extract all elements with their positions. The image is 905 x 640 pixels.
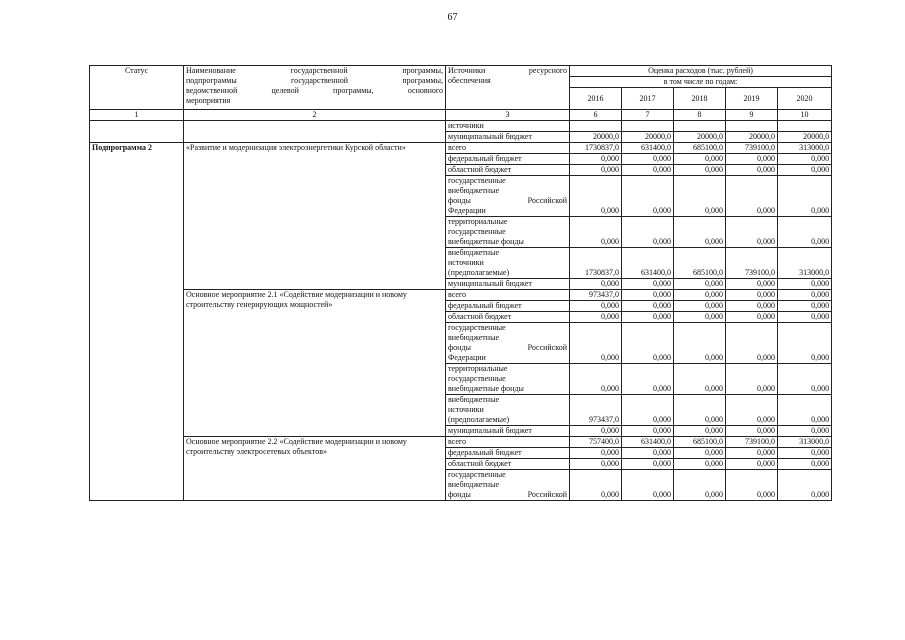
value-cell: 20000,0	[778, 132, 832, 143]
source-label: государственные	[448, 470, 506, 479]
value-cell	[778, 121, 832, 132]
value-cell: 0,000	[622, 301, 674, 312]
source-label: внебюджетные	[448, 480, 499, 489]
value-cell: 0,000	[570, 217, 622, 248]
year-2019: 2019	[726, 88, 778, 110]
value-cell: 631400,0	[622, 248, 674, 279]
value-cell	[622, 121, 674, 132]
source-label: внебюджетные	[448, 186, 499, 195]
source-cell	[446, 301, 570, 312]
value-cell: 0,000	[622, 290, 674, 301]
source-cell	[446, 279, 570, 290]
value-cell: 20000,0	[674, 132, 726, 143]
name-cell: Основное мероприятие 2.2 «Содействие модернизации и новому строительству электросетевых объектов»	[184, 437, 446, 501]
source-label: государственные	[448, 374, 506, 383]
source-cell	[446, 165, 570, 176]
value-cell: 0,000	[726, 323, 778, 364]
year-2018: 2018	[674, 88, 726, 110]
value-cell: 0,000	[570, 154, 622, 165]
value-cell: 0,000	[674, 323, 726, 364]
source-cell	[446, 248, 570, 279]
value-cell: 631400,0	[622, 143, 674, 154]
value-cell: 0,000	[726, 279, 778, 290]
source-cell	[446, 448, 570, 459]
value-cell: 313000,0	[778, 248, 832, 279]
source-cell	[446, 470, 570, 501]
source-label: внебюджетные	[448, 395, 499, 404]
value-cell: 0,000	[622, 154, 674, 165]
source-label: фонды Российской	[448, 343, 567, 352]
value-cell: 1730837,0	[570, 248, 622, 279]
source-label: источники	[448, 258, 484, 267]
source-label: всего	[448, 437, 467, 446]
year-2020: 2020	[778, 88, 832, 110]
value-cell: 0,000	[778, 154, 832, 165]
value-cell: 0,000	[778, 176, 832, 217]
value-cell: 0,000	[726, 154, 778, 165]
value-cell: 0,000	[778, 395, 832, 426]
value-cell: 0,000	[674, 154, 726, 165]
value-cell: 0,000	[674, 312, 726, 323]
status-cell: Подпрограмма 2	[90, 143, 184, 501]
value-cell: 0,000	[778, 312, 832, 323]
value-cell: 0,000	[726, 312, 778, 323]
value-cell: 0,000	[674, 279, 726, 290]
value-cell: 0,000	[570, 426, 622, 437]
source-label: фонды Российской	[448, 196, 567, 205]
name-cell: Основное мероприятие 2.1 «Содействие модернизации и новому строительству генерирующих мощностей»	[184, 290, 446, 437]
value-cell: 0,000	[622, 217, 674, 248]
col-number: 9	[726, 110, 778, 121]
value-cell: 20000,0	[622, 132, 674, 143]
value-cell: 0,000	[622, 176, 674, 217]
value-cell: 0,000	[570, 301, 622, 312]
page-number: 67	[447, 12, 458, 23]
value-cell: 0,000	[778, 470, 832, 501]
header-sources: Источники ресурсного обеспечения	[446, 66, 570, 110]
header-name: Наименование государственной программы, подпрограммы государственной программы, ведомственной целевой программы, основного мероприятия	[184, 66, 446, 110]
source-label: фонды Российской	[448, 490, 567, 499]
value-cell: 0,000	[674, 301, 726, 312]
value-cell: 0,000	[674, 176, 726, 217]
value-cell: 0,000	[674, 165, 726, 176]
value-cell	[674, 121, 726, 132]
budget-table	[89, 65, 832, 501]
header-status: Статус	[90, 66, 184, 110]
value-cell: 0,000	[570, 279, 622, 290]
value-cell: 313000,0	[778, 437, 832, 448]
source-label: внебюджетные фонды	[448, 384, 524, 393]
table-row	[90, 143, 832, 154]
value-cell: 0,000	[778, 448, 832, 459]
value-cell: 0,000	[674, 395, 726, 426]
value-cell: 0,000	[570, 459, 622, 470]
source-cell	[446, 437, 570, 448]
source-label: источники	[448, 405, 484, 414]
value-cell: 0,000	[726, 176, 778, 217]
value-cell: 0,000	[726, 301, 778, 312]
value-cell: 685100,0	[674, 143, 726, 154]
source-label: источники	[448, 121, 484, 130]
col-number: 3	[446, 110, 570, 121]
value-cell: 0,000	[778, 217, 832, 248]
source-label: внебюджетные фонды	[448, 237, 524, 246]
value-cell: 313000,0	[778, 143, 832, 154]
value-cell: 0,000	[622, 448, 674, 459]
value-cell: 0,000	[726, 395, 778, 426]
value-cell: 973437,0	[570, 395, 622, 426]
value-cell: 0,000	[726, 364, 778, 395]
source-cell	[446, 364, 570, 395]
header-by-years: в том числе по годам:	[570, 77, 832, 88]
value-cell: 0,000	[726, 217, 778, 248]
source-cell	[446, 132, 570, 143]
value-cell: 0,000	[674, 470, 726, 501]
table-row	[90, 290, 832, 301]
value-cell: 757400,0	[570, 437, 622, 448]
source-label: внебюджетные	[448, 248, 499, 257]
source-cell	[446, 154, 570, 165]
col-number: 7	[622, 110, 674, 121]
value-cell: 0,000	[622, 426, 674, 437]
source-cell	[446, 143, 570, 154]
value-cell: 0,000	[726, 448, 778, 459]
table-row	[90, 121, 832, 132]
source-cell	[446, 395, 570, 426]
value-cell: 0,000	[778, 459, 832, 470]
value-cell: 0,000	[570, 176, 622, 217]
value-cell: 0,000	[674, 459, 726, 470]
table-row	[90, 437, 832, 448]
source-label: всего	[448, 290, 467, 299]
source-label: федеральный бюджет	[448, 301, 522, 310]
value-cell: 0,000	[674, 217, 726, 248]
value-cell: 20000,0	[726, 132, 778, 143]
value-cell: 0,000	[570, 312, 622, 323]
value-cell: 0,000	[622, 165, 674, 176]
source-label: муниципальный бюджет	[448, 279, 532, 288]
value-cell: 0,000	[674, 364, 726, 395]
value-cell: 0,000	[622, 470, 674, 501]
value-cell: 0,000	[570, 448, 622, 459]
value-cell: 739100,0	[726, 248, 778, 279]
source-cell	[446, 312, 570, 323]
source-cell	[446, 121, 570, 132]
source-label: государственные	[448, 323, 506, 332]
value-cell: 1730837,0	[570, 143, 622, 154]
value-cell: 685100,0	[674, 437, 726, 448]
source-label: Федерации	[448, 353, 486, 362]
status-cell	[90, 121, 184, 143]
value-cell: 973437,0	[570, 290, 622, 301]
source-label: всего	[448, 143, 467, 152]
source-label: областной бюджет	[448, 165, 512, 174]
header-row-1	[90, 66, 832, 77]
value-cell: 0,000	[570, 323, 622, 364]
source-label: федеральный бюджет	[448, 154, 522, 163]
source-label: федеральный бюджет	[448, 448, 522, 457]
value-cell: 739100,0	[726, 437, 778, 448]
source-cell	[446, 426, 570, 437]
value-cell: 0,000	[778, 279, 832, 290]
source-cell	[446, 176, 570, 217]
source-cell	[446, 323, 570, 364]
col-number: 6	[570, 110, 622, 121]
source-label: Федерации	[448, 206, 486, 215]
col-number: 1	[90, 110, 184, 121]
value-cell	[726, 121, 778, 132]
value-cell: 0,000	[778, 426, 832, 437]
value-cell: 20000,0	[570, 132, 622, 143]
value-cell: 0,000	[622, 395, 674, 426]
col-number: 10	[778, 110, 832, 121]
col-number: 2	[184, 110, 446, 121]
value-cell: 0,000	[674, 448, 726, 459]
source-label: муниципальный бюджет	[448, 132, 532, 141]
value-cell: 0,000	[622, 279, 674, 290]
value-cell: 0,000	[726, 290, 778, 301]
source-label: территориальные	[448, 364, 508, 373]
year-2016: 2016	[570, 88, 622, 110]
value-cell: 0,000	[778, 323, 832, 364]
value-cell: 739100,0	[726, 143, 778, 154]
header-estimate: Оценка расходов (тыс. рублей)	[570, 66, 832, 77]
value-cell: 0,000	[570, 364, 622, 395]
value-cell: 0,000	[674, 426, 726, 437]
source-label: (предполагаемые)	[448, 415, 510, 424]
source-label: (предполагаемые)	[448, 268, 510, 277]
value-cell: 0,000	[622, 323, 674, 364]
value-cell: 631400,0	[622, 437, 674, 448]
value-cell: 0,000	[622, 312, 674, 323]
source-label: территориальные	[448, 217, 508, 226]
value-cell	[570, 121, 622, 132]
source-label: областной бюджет	[448, 459, 512, 468]
source-cell	[446, 217, 570, 248]
year-2017: 2017	[622, 88, 674, 110]
source-label: областной бюджет	[448, 312, 512, 321]
value-cell: 0,000	[778, 364, 832, 395]
value-cell: 0,000	[778, 165, 832, 176]
value-cell: 0,000	[570, 165, 622, 176]
source-cell	[446, 290, 570, 301]
value-cell: 0,000	[778, 290, 832, 301]
value-cell: 0,000	[726, 426, 778, 437]
value-cell: 685100,0	[674, 248, 726, 279]
value-cell: 0,000	[622, 364, 674, 395]
value-cell: 0,000	[674, 290, 726, 301]
value-cell: 0,000	[726, 165, 778, 176]
value-cell: 0,000	[726, 459, 778, 470]
name-cell: «Развитие и модернизация электроэнергетики Курской области»	[184, 143, 446, 290]
source-cell	[446, 459, 570, 470]
source-label: государственные	[448, 227, 506, 236]
value-cell: 0,000	[778, 301, 832, 312]
value-cell: 0,000	[622, 459, 674, 470]
value-cell: 0,000	[570, 470, 622, 501]
value-cell: 0,000	[726, 470, 778, 501]
column-number-row	[90, 110, 832, 121]
source-label: внебюджетные	[448, 333, 499, 342]
col-number: 8	[674, 110, 726, 121]
name-cell	[184, 121, 446, 143]
source-label: государственные	[448, 176, 506, 185]
source-label: муниципальный бюджет	[448, 426, 532, 435]
